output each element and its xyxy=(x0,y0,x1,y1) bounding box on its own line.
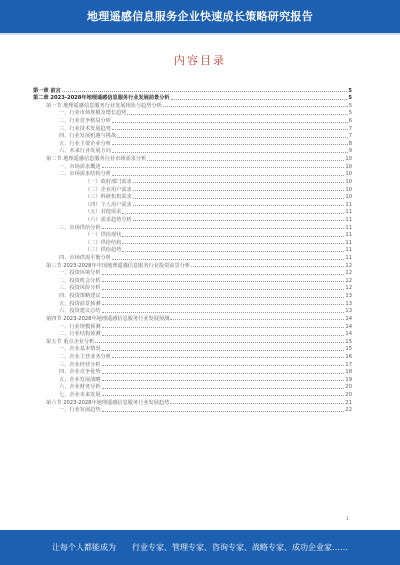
toc-entry-page: 5 xyxy=(348,87,352,94)
toc-dot-leader xyxy=(102,327,345,328)
toc-entry-page: 12 xyxy=(345,277,352,284)
toc-entry-title: 二、投资机会分析 xyxy=(59,277,101,284)
toc-entry-page: 15 xyxy=(345,346,352,353)
toc-entry[interactable] xyxy=(33,132,352,140)
toc-dot-leader xyxy=(102,312,345,313)
toc-dot-leader xyxy=(102,373,345,374)
toc-entry-page: 20 xyxy=(345,384,352,391)
toc-entry[interactable] xyxy=(33,406,352,414)
toc-entry[interactable] xyxy=(33,269,352,277)
toc-entry[interactable] xyxy=(33,208,352,216)
toc-entry[interactable] xyxy=(33,345,352,353)
toc-entry[interactable] xyxy=(33,352,352,360)
toc-dot-leader xyxy=(133,182,345,183)
toc-entry-page: 12 xyxy=(345,285,352,292)
toc-dot-leader xyxy=(122,213,344,214)
toc-entry[interactable] xyxy=(33,322,352,330)
toc-entry-page: 16 xyxy=(345,353,352,360)
toc-entry[interactable] xyxy=(33,398,352,406)
toc-entry-title: 二、企业主营业务分析 xyxy=(59,353,111,360)
toc-entry[interactable] xyxy=(33,109,352,117)
toc-entry-page: 17 xyxy=(345,361,352,368)
toc-entry-title: 一、市场需求概述 xyxy=(59,163,101,170)
toc-entry-title: 第六节 2023-2028年地理遥感信息服务行业发展趋势 xyxy=(46,399,170,406)
toc-entry-title: 二、行业结构预测 xyxy=(59,331,101,338)
toc-dot-leader xyxy=(127,114,347,115)
toc-entry-page: 10 xyxy=(345,171,352,178)
toc-entry[interactable] xyxy=(33,261,352,269)
toc-entry-title: 三、市场供给分析 xyxy=(59,224,101,231)
toc-dot-leader xyxy=(122,251,344,252)
toc-entry-page: 10 xyxy=(345,163,352,170)
toc-entry-title: 三、企业经营分析 xyxy=(59,361,101,368)
toc-dot-leader xyxy=(171,99,348,100)
toc-entry-title: 二、市场需求结构分析 xyxy=(59,171,111,178)
toc-dot-leader xyxy=(112,122,348,123)
toc-entry[interactable] xyxy=(33,185,352,193)
toc-dot-leader xyxy=(62,91,348,92)
footer-slogan: 让每个人都能成为 xyxy=(52,543,116,552)
toc-entry[interactable] xyxy=(33,276,352,284)
toc-dot-leader xyxy=(102,297,345,298)
toc-entry-title: （三）科研机构需求 xyxy=(85,194,132,201)
toc-heading: 内容目录 xyxy=(174,54,226,67)
toc-dot-leader xyxy=(133,190,345,191)
footer-tagline: 行业专家、管理专家、咨询专家、战略专家、成功企业家…… xyxy=(132,543,348,552)
toc-entry-title: 六、企业财务分析 xyxy=(59,384,101,391)
toc-dot-leader xyxy=(102,274,345,275)
toc-entry[interactable] xyxy=(33,147,352,155)
toc-entry-page: 11 xyxy=(345,239,352,246)
toc-entry-title: 第一节 地理遥感信息服务行业发展现状与趋势分析 xyxy=(46,102,162,109)
toc-entry-page: 15 xyxy=(345,338,352,345)
toc-entry-title: 二、行业竞争格局分析 xyxy=(59,118,111,125)
toc-dot-leader xyxy=(170,319,344,320)
toc-entry-title: （四）个人用户需求 xyxy=(85,201,132,208)
toc-dot-leader xyxy=(133,198,345,199)
toc-entry-title: 一、投资环境分析 xyxy=(59,270,101,277)
toc-entry-page: 19 xyxy=(345,376,352,383)
toc-dot-leader xyxy=(117,137,348,138)
toc-entry[interactable] xyxy=(33,390,352,398)
toc-entry-page: 13 xyxy=(345,308,352,315)
toc-entry[interactable] xyxy=(33,223,352,231)
toc-dot-leader xyxy=(112,175,345,176)
toc-dot-leader xyxy=(102,350,345,351)
toc-entry-page: 21 xyxy=(345,399,352,406)
toc-dot-leader xyxy=(102,380,345,381)
toc-entry-page: 20 xyxy=(345,391,352,398)
toc-entry[interactable] xyxy=(33,368,352,376)
toc-entry-page: 11 xyxy=(345,209,352,216)
toc-entry[interactable] xyxy=(33,101,352,109)
toc-entry-title: 五、行业主要企业分析 xyxy=(59,140,111,147)
toc-entry-title: （三）供给趋势 xyxy=(85,247,122,254)
toc-entry[interactable] xyxy=(33,162,352,170)
toc-entry-title: 四、企业竞争优势 xyxy=(59,369,101,376)
toc-entry[interactable] xyxy=(33,291,352,299)
toc-entry-page: 22 xyxy=(345,407,352,414)
toc-entry[interactable] xyxy=(33,170,352,178)
toc-entry-title: 一、行业规模预测 xyxy=(59,323,101,330)
toc-entry-page: 10 xyxy=(345,156,352,163)
toc-entry[interactable] xyxy=(33,139,352,147)
report-title: 地理遥感信息服务企业快速成长策略研究报告 xyxy=(87,10,313,23)
toc-entry[interactable] xyxy=(33,124,352,132)
toc-entry[interactable] xyxy=(33,177,352,185)
toc-dot-leader xyxy=(191,266,344,267)
toc-entry-page: 10 xyxy=(345,186,352,193)
toc-dot-leader xyxy=(102,281,345,282)
toc-entry-title: 一、行业市场规模及增长趋势 xyxy=(59,110,127,117)
toc-dot-leader xyxy=(163,106,348,107)
toc-entry-title: 一、企业基本情况 xyxy=(59,346,101,353)
toc-entry-page: 13 xyxy=(345,293,352,300)
toc-entry-page: 13 xyxy=(345,300,352,307)
toc-dot-leader xyxy=(133,205,345,206)
toc-dot-leader xyxy=(102,395,345,396)
toc-entry-page: 8 xyxy=(348,140,352,147)
toc-entry[interactable] xyxy=(33,215,352,223)
toc-entry-title: （六）需求趋势分析 xyxy=(85,216,132,223)
toc-entry[interactable] xyxy=(33,238,352,246)
toc-entry-title: 第四节 2023-2028年地理遥感信息服务行业发展预测 xyxy=(46,315,170,322)
toc-entry[interactable] xyxy=(33,94,352,102)
toc-entry[interactable] xyxy=(33,231,352,239)
toc-entry[interactable] xyxy=(33,154,352,162)
toc-entry-title: 六、投资建议总结 xyxy=(59,308,101,315)
toc-entry[interactable] xyxy=(33,246,352,254)
toc-entry-page: 12 xyxy=(345,270,352,277)
toc-entry[interactable] xyxy=(33,330,352,338)
toc-entry-title: 一、行业发展趋势 xyxy=(59,407,101,414)
toc-entry-title: 第二节 地理遥感信息服务行业市场需求分析 xyxy=(46,156,147,163)
toc-entry-title: 五、企业发展战略 xyxy=(59,376,101,383)
toc-entry-title: 第三节 2023-2028年中国地理遥感信息服务行业投资前景分析 xyxy=(46,262,191,269)
toc-entry-title: 三、投资风险分析 xyxy=(59,285,101,292)
toc-entry-title: 三、行业技术发展趋势 xyxy=(59,125,111,132)
toc-entry-page: 14 xyxy=(345,331,352,338)
toc-entry-title: 第二章 2023-2028年地理遥感信息服务行业发展前景分析 xyxy=(33,95,170,102)
toc-entry-title: 第五节 重点企业分析 xyxy=(46,338,95,345)
toc-dot-leader xyxy=(112,129,348,130)
toc-entry[interactable] xyxy=(33,337,352,345)
toc-entry-page: 7 xyxy=(348,125,352,132)
toc-entry-page: 12 xyxy=(345,262,352,269)
toc-entry-page: 10 xyxy=(345,194,352,201)
toc-dot-leader xyxy=(102,228,345,229)
toc-entry[interactable] xyxy=(33,299,352,307)
toc-entry-title: 五、投资前景预测 xyxy=(59,300,101,307)
toc-dot-leader xyxy=(102,289,345,290)
toc-entry[interactable] xyxy=(33,284,352,292)
toc-entry-title: （一）政府部门需求 xyxy=(85,178,132,185)
toc-entry[interactable] xyxy=(33,383,352,391)
toc-dot-leader xyxy=(112,152,348,153)
toc-entry[interactable] xyxy=(33,307,352,315)
toc-dot-leader xyxy=(102,167,345,168)
toc-entry-title: 四、市场供需平衡分析 xyxy=(59,255,111,262)
toc-dot-leader xyxy=(95,342,344,343)
toc-dot-leader xyxy=(170,403,344,404)
toc-entry-page: 11 xyxy=(345,201,352,208)
toc-entry-title: 七、企业未来发展 xyxy=(59,391,101,398)
toc-dot-leader xyxy=(122,236,344,237)
toc-dot-leader xyxy=(112,259,345,260)
toc-entry-page: 11 xyxy=(345,247,352,254)
toc-entry-page: 5 xyxy=(348,95,352,102)
toc-entry[interactable] xyxy=(33,116,352,124)
page-number: 1 xyxy=(346,516,349,521)
toc-entry-title: 六、未来行业发展方向 xyxy=(59,148,111,155)
toc-dot-leader xyxy=(102,365,345,366)
toc-entry-page: 14 xyxy=(345,323,352,330)
toc-entry-page: 7 xyxy=(348,133,352,140)
toc-dot-leader xyxy=(122,243,344,244)
toc-dot-leader xyxy=(102,335,345,336)
toc-entry[interactable] xyxy=(33,253,352,261)
toc-entry-title: （二）企业用户需求 xyxy=(85,186,132,193)
toc-entry-page: 18 xyxy=(345,369,352,376)
toc-entry[interactable] xyxy=(33,193,352,201)
toc-entry-page: 10 xyxy=(345,178,352,185)
header-divider xyxy=(0,33,400,35)
toc-entry-title: 四、行业发展机遇与挑战 xyxy=(59,133,117,140)
toc-dot-leader xyxy=(133,220,345,221)
toc-entry-page: 14 xyxy=(345,315,352,322)
toc-entry[interactable] xyxy=(33,360,352,368)
toc-entry-page: 11 xyxy=(345,216,352,223)
toc-dot-leader xyxy=(102,411,345,412)
toc-entry-page: 5 xyxy=(348,102,352,109)
toc-entry-title: 第一章 前言 xyxy=(33,87,61,94)
toc-dot-leader xyxy=(102,304,345,305)
toc-entry-title: （一）供给现状 xyxy=(85,232,122,239)
toc-entry-page: 11 xyxy=(345,255,352,262)
toc-entry-page: 5 xyxy=(348,110,352,117)
toc-entry-page: 11 xyxy=(345,224,352,231)
toc-entry-title: （二）供给结构 xyxy=(85,239,122,246)
toc-entry-page: 6 xyxy=(348,118,352,125)
toc-entry[interactable] xyxy=(33,200,352,208)
toc-entry[interactable] xyxy=(33,375,352,383)
toc-entry-page: 11 xyxy=(345,232,352,239)
toc-dot-leader xyxy=(112,144,348,145)
toc-entry-title: （五）其他需求 xyxy=(85,209,122,216)
toc-entry-page: 9 xyxy=(348,148,352,155)
toc-entry[interactable] xyxy=(33,314,352,322)
toc-entry[interactable] xyxy=(33,86,352,94)
toc-dot-leader xyxy=(102,388,345,389)
toc-dot-leader xyxy=(112,357,345,358)
toc-dot-leader xyxy=(147,160,344,161)
table-of-contents xyxy=(33,86,352,413)
toc-entry-title: 四、投资策略建议 xyxy=(59,293,101,300)
